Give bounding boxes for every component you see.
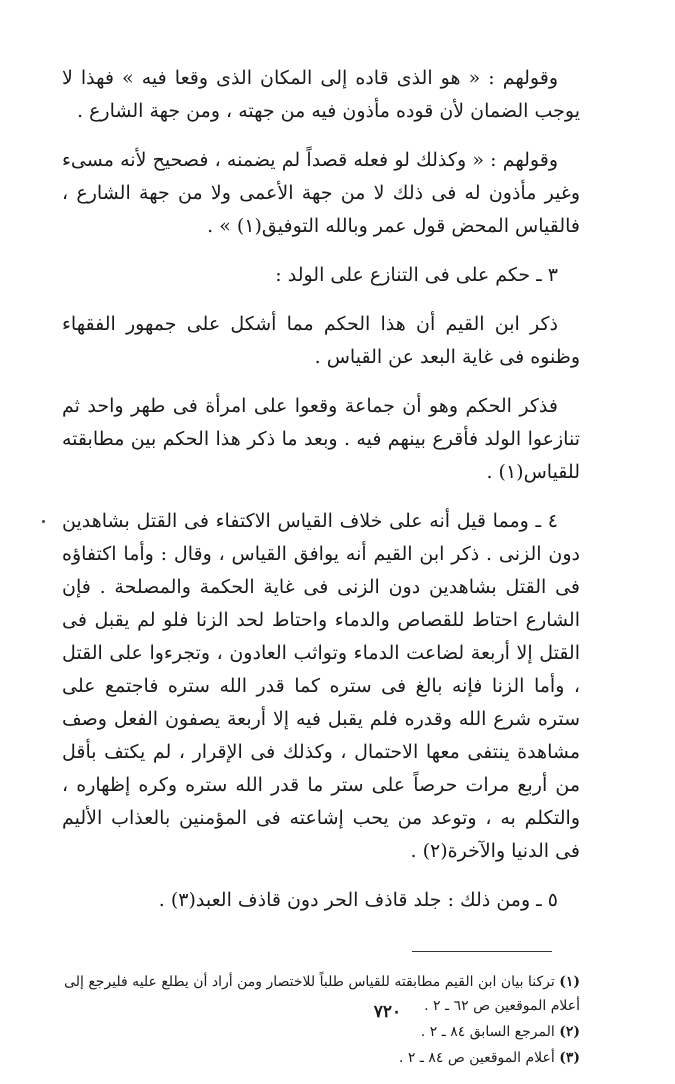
paragraph-5: ٤ ـ ومما قيل أنه على خلاف القياس الاكتفاء فى القتل بشاهدين دون الزنى . ذكر ابن القيم أنه يوافق القياس ، وقال : وأما اكتفاؤه فى القتل بشاهدين دون الزنى فى غاية الحكمة والمصلحة . فإن الشارع احتاط للقصاص والدماء واحتاط لحد الزنا فلو لم يقبل فى القتل إلا أربعة لضاعت الدماء وتواثب العادون ، وتجرءوا على القتل ، وأما الزنا فإنه بالغ فى ستره كما قدر الله ستره فاجتمع على ستره شرع الله وقدره فلم يقبل فيه إلا أربعة يصفون الفعل وصف مشاهدة ينتفى معها الاحتمال ، وكذلك فى الإقرار ، لم يكتف بأقل من أربع مرات حرصاً على ستر ما قدر الله ستره وكره إظهاره ، والتكلم به ، وتوعد من يحب إشاعته فى المؤمنين بالعذاب الأليم فى الدنيا والآخرة(٢) . (62, 510, 580, 862)
section-heading-5: ٥ ـ ومن ذلك : جلد قاذف الحر دون قاذف العبد(٣) . (158, 889, 558, 911)
paragraph-2: وقولهم : « وكذلك لو فعله قصداً لم يضمنه ، فصحيح لأنه مسىء وغير مأذون له فى ذلك لا من جهة الأعمى ولا من جهة الشارع ، فالقياس المحض قول عمر وبالله التوفيق(١) » . (62, 149, 580, 237)
footnote-number: (١) (559, 974, 580, 990)
ink-speck (42, 520, 45, 523)
section-heading-3: ٣ ـ حكم على فى التنازع على الولد : (275, 264, 558, 286)
paragraph-3: ذكر ابن القيم أن هذا الحكم مما أشكل على جمهور الفقهاء وظنوه فى غاية البعد عن القياس . (62, 313, 580, 368)
page-number: ٧٢٠ (373, 1002, 402, 1022)
footnote-text: المرجع السابق ٨٤ ـ ٢ . (420, 1024, 555, 1040)
footnote-number: (٢) (559, 1024, 580, 1040)
paragraph-4: فذكر الحكم وهو أن جماعة وقعوا على امرأة فى طهر واحد ثم تنازعوا الولد فأقرع بينهم فيه . وبعد ما ذكر هذا الحكم بين مطابقته للقياس(١) . (62, 395, 580, 483)
footnote-separator (412, 951, 552, 952)
footnote-2 (62, 1020, 580, 1044)
footnote-3 (62, 1046, 580, 1070)
paragraph-1: وقولهم : « هو الذى قاده إلى المكان الذى وقعا فيه » فهذا لا يوجب الضمان لأن قوده مأذون فيه من جهته ، ومن جهة الشارع . (62, 67, 580, 122)
footnote-number: (٣) (559, 1050, 580, 1066)
footnote-text: أعلام الموقعين ص ٨٤ ـ ٢ . (398, 1050, 555, 1066)
footnote-text: تركنا بيان ابن القيم مطابقته للقياس طلباً للاختصار ومن أراد أن يطلع عليه فليرجع إلى أعلام الموقعين ص ٦٢ ـ ٢ . (64, 974, 580, 1014)
footnote-separator-wrap (62, 933, 580, 970)
